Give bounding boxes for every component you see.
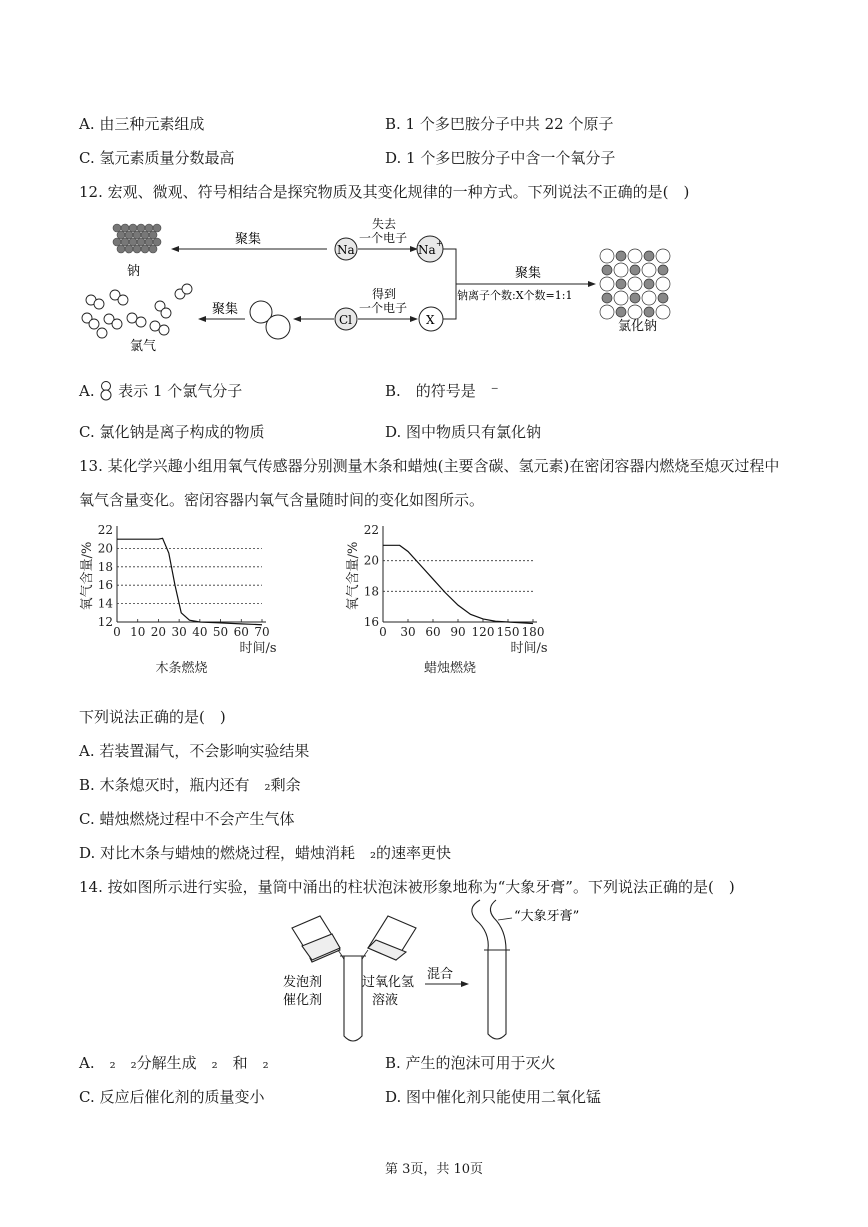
y-tick-label: 18 [97, 559, 113, 574]
x-axis-label: 时间/s [239, 641, 277, 656]
chlorine-gas-molecules [82, 284, 192, 338]
x-tick-label: 150 [496, 625, 520, 639]
y-tick-label: 16 [97, 578, 113, 593]
x-tick-label: 40 [192, 625, 208, 639]
q11-option-d: D. 1 个多巴胺分子中含一个氧分子 [385, 149, 616, 167]
y-tick-label: 18 [363, 584, 379, 599]
x-tick-label: 50 [212, 625, 229, 639]
elephant-toothpaste-label: “大象牙膏” [514, 909, 580, 924]
chart-title: 木条燃烧 [155, 661, 208, 676]
q12-option-a-text: 表示 1 个氯气分子 [118, 382, 243, 400]
x-tick-label: 0 [379, 625, 387, 639]
foaming-agent-label-2: 催化剂 [283, 993, 323, 1008]
y-tick-label: 22 [363, 523, 379, 537]
gather-label-1: 聚集 [235, 232, 262, 247]
chlorine-atom-symbol: Cl [339, 313, 353, 327]
q13-stem-line-1: 13. 某化学兴趣小组用氧气传感器分别测量木条和蜡烛(主要含碳、氢元素)在密闭容器内燃烧至熄灭过程中 [79, 457, 780, 475]
foaming-agent-label-1: 发泡剂 [283, 975, 323, 990]
graduated-cylinder-right [484, 950, 510, 1039]
x-tick-label: 120 [471, 625, 495, 639]
q12-option-d: D. 图中物质只有氯化钠 [385, 423, 542, 441]
x-tick-label: 0 [113, 625, 121, 639]
mix-label: 混合 [427, 967, 454, 982]
x-axis-label: 时间/s [510, 641, 548, 656]
q14-option-b: B. 产生的泡沫可用于灭火 [385, 1054, 556, 1072]
q13-question: 下列说法正确的是( ) [79, 708, 226, 726]
q13-stem-line-2: 氧气含量变化。密闭容器内氧气含量随时间的变化如图所示。 [79, 491, 485, 509]
y-axis-label: 氧气含量/% [80, 541, 95, 611]
q11-option-a: A. 由三种元素组成 [79, 115, 205, 133]
elephant-toothpaste-diagram [280, 898, 610, 1048]
x-tick-label: 70 [254, 625, 270, 639]
q12-option-c: C. 氯化钠是离子构成的物质 [79, 423, 265, 441]
x-tick-label: 20 [150, 625, 167, 639]
gather-label-3: 聚集 [515, 266, 542, 281]
x-tick-label: 60 [233, 625, 249, 639]
peroxide-label-1: 过氧化氢 [362, 975, 415, 990]
q12-stem: 12. 宏观、微观、符号相结合是探究物质及其变化规律的一种方式。下列说法不正确的是( ) [79, 183, 690, 201]
wood-oxygen-chart [70, 518, 280, 690]
y-tick-label: 12 [97, 615, 113, 629]
q14-stem: 14. 按如图所示进行实验，量筒中涌出的柱状泡沫被形象地称为“大象牙膏”。下列说法正确的是( ) [79, 878, 735, 896]
ion-ratio-label: 钠离子个数:X个数=1:1 [457, 289, 573, 302]
y-tick-label: 20 [363, 553, 379, 568]
gain-electron-label-2: 一个电子 [359, 301, 408, 315]
y-tick-label: 14 [97, 596, 113, 611]
sodium-chloride-lattice [600, 249, 670, 319]
lose-electron-label-1: 失去 [372, 217, 397, 231]
page-footer: 第 3页，共 10页 [384, 1162, 484, 1177]
q11-option-c: C. 氢元素质量分数最高 [79, 149, 235, 167]
gather-label-2: 聚集 [212, 302, 239, 317]
x-tick-label: 180 [521, 625, 545, 639]
q13-option-d: D. 对比木条与蜡烛的燃烧过程，蜡烛消耗 ₂的速率更快 [79, 844, 452, 862]
x-tick-label: 90 [450, 625, 466, 639]
chlorine-gas-label: 氯气 [130, 339, 157, 354]
x-tick-label: 10 [130, 625, 146, 639]
x-tick-label: 60 [425, 625, 441, 639]
q14-option-a: A. ₂ ₂分解生成 ₂ 和 ₂ [79, 1054, 269, 1072]
y-tick-label: 22 [97, 523, 113, 537]
q14-option-c: C. 反应后催化剂的质量变小 [79, 1088, 265, 1106]
y-tick-label: 16 [363, 615, 379, 629]
sodium-lattice [113, 224, 161, 253]
sodium-ion-symbol: Na [418, 243, 436, 257]
x-tick-label: 30 [171, 625, 187, 639]
q13-option-c: C. 蜡烛燃烧过程中不会产生气体 [79, 810, 295, 828]
q14-option-d: D. 图中催化剂只能使用二氧化锰 [385, 1088, 602, 1106]
q12-option-a [79, 380, 242, 401]
y-tick-label: 20 [97, 541, 113, 556]
peroxide-label-2: 溶液 [372, 993, 399, 1008]
foaming-agent-beaker [292, 916, 340, 962]
sodium-label: 钠 [127, 264, 141, 279]
oxygen-series-line [117, 538, 262, 624]
graduated-cylinder-left [340, 956, 366, 1041]
ion-formation-diagram [75, 212, 675, 362]
lose-electron-label-2: 一个电子 [359, 231, 408, 245]
q12-option-b: B. 的符号是 ⁻ [385, 382, 499, 400]
hydrogen-peroxide-beaker [368, 916, 416, 960]
chlorine-molecule-icon [99, 381, 113, 401]
x-ion-symbol: X [426, 313, 435, 327]
gain-electron-label-1: 得到 [372, 287, 397, 301]
x-tick-label: 30 [400, 625, 416, 639]
q11-option-b: B. 1 个多巴胺分子中共 22 个原子 [385, 115, 614, 133]
y-axis-label: 氧气含量/% [346, 541, 361, 611]
sodium-ion-charge: + [436, 239, 443, 248]
candle-oxygen-chart [335, 518, 550, 690]
q12-option-a-letter: A. [79, 382, 95, 400]
chart-title: 蜡烛燃烧 [423, 661, 477, 676]
sodium-atom-symbol: Na [337, 243, 355, 257]
q13-option-a: A. 若装置漏气，不会影响实验结果 [79, 742, 310, 760]
q13-option-b: B. 木条熄灭时，瓶内还有 ₂剩余 [79, 776, 301, 794]
oxygen-series-line [383, 545, 533, 623]
foam-column [472, 900, 506, 950]
chlorine-molecule [250, 301, 290, 339]
sodium-chloride-label: 氯化钠 [618, 319, 658, 334]
